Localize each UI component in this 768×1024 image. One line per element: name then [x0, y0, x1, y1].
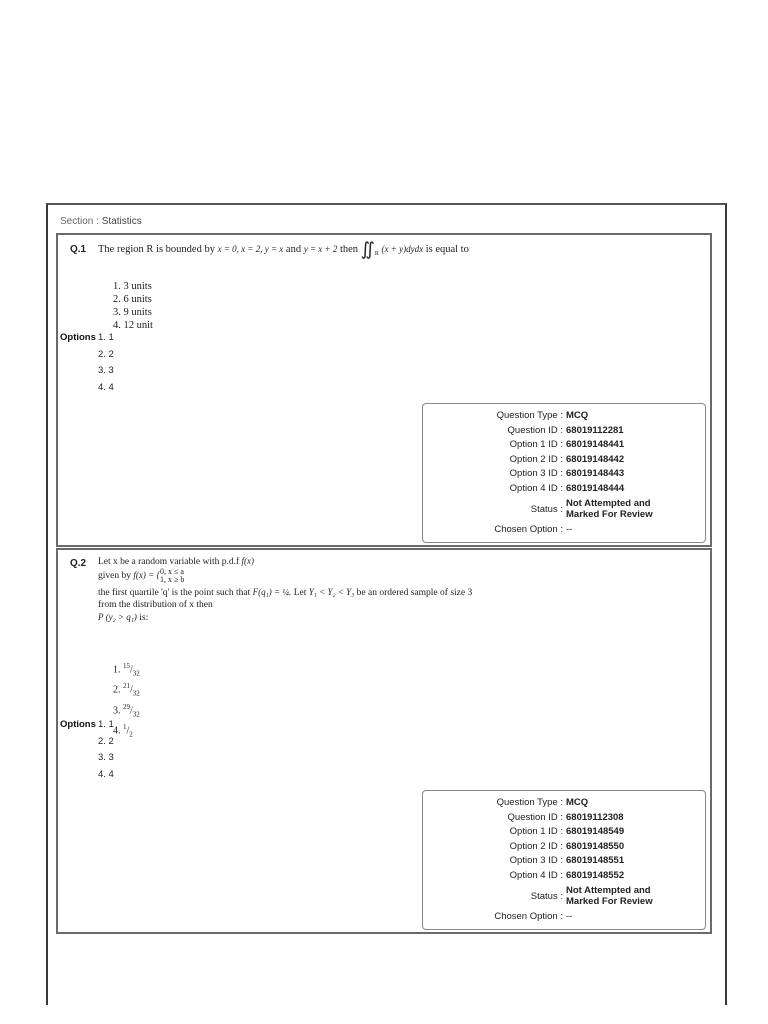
- meta-row-option3: Option 3 ID : 68019148443: [509, 468, 625, 479]
- meta-row-option2: Option 2 ID : 68019148550: [509, 840, 625, 852]
- answer-choice: 4. $^1/_2$: [113, 722, 133, 739]
- integral-region: R: [374, 251, 379, 258]
- q-math: x = 0, x = 2, y = x: [217, 244, 284, 254]
- options-list: [98, 330, 114, 396]
- option-item: 1. 1: [98, 719, 114, 730]
- meta-row-status: Status : Not Attempted and Marked For Review: [530, 498, 653, 520]
- question-number: Q.2: [70, 558, 87, 569]
- meta-row-chosen: Chosen Option : --: [494, 911, 573, 922]
- meta-row-type: Question Type : MCQ: [496, 797, 589, 808]
- answer-choice: 3. 9 units: [113, 307, 152, 318]
- option-item: 1. 1: [98, 332, 114, 343]
- answer-choice: 2. 6 units: [113, 294, 152, 305]
- options-list: [98, 717, 114, 783]
- meta-row-option4: Option 4 ID : 68019148552: [509, 869, 625, 881]
- double-integral-symbol: ∬: [360, 239, 375, 260]
- question-meta-panel: [422, 790, 706, 930]
- meta-row-option1: Option 1 ID : 68019148441: [509, 439, 625, 450]
- question-card-1: [56, 233, 712, 547]
- option-item: 4. 4: [98, 768, 114, 780]
- question-number: Q.1: [70, 244, 87, 255]
- question-card-2: [56, 548, 712, 934]
- options-label: Options: [60, 332, 96, 343]
- option-item: 4. 4: [98, 381, 114, 393]
- answer-choices: [113, 660, 140, 741]
- q-text: The region R is bounded by: [98, 244, 215, 255]
- meta-row-option4: Option 4 ID : 68019148444: [509, 482, 625, 494]
- meta-row-status: Status : Not Attempted and Marked For Review: [530, 885, 653, 907]
- option-item: 3. 3: [98, 752, 114, 763]
- option-item: 2. 2: [98, 348, 114, 360]
- meta-row-qid: Question ID : 68019112281: [507, 424, 624, 436]
- answer-choice: 4. 12 unit: [113, 320, 153, 331]
- q-math: y = x + 2: [303, 244, 338, 254]
- meta-row-chosen: Chosen Option : --: [494, 524, 573, 535]
- section-prefix: Section :: [60, 216, 102, 227]
- meta-row-qid: Question ID : 68019112308: [507, 811, 624, 823]
- question-text: Let x be a random variable with p.d.f f(x) given by f(x) = {0, x ≤ a 1, x ≥ b the first quartile 'q' is the point such that F(q₁) = ¼. Let Y₁ < Y₂ < Y₃ be an ordered sample of size 3 from the distribution of x then P (y₂ > q₁) is:: [98, 556, 473, 623]
- meta-row-option3: Option 3 ID : 68019148551: [509, 855, 625, 866]
- answer-choice: 3. $^{29}/_{32}$: [113, 702, 140, 718]
- q-text: then: [339, 244, 359, 255]
- option-item: 3. 3: [98, 365, 114, 376]
- option-item: 2. 2: [98, 735, 114, 747]
- meta-row-type: Question Type : MCQ: [496, 410, 589, 421]
- question-text: [98, 239, 469, 261]
- section-name: Statistics: [101, 216, 142, 227]
- q-math: (x + y)dydx: [381, 244, 424, 254]
- section-label: [60, 216, 142, 227]
- options-label: Options: [60, 719, 96, 730]
- meta-row-option2: Option 2 ID : 68019148442: [509, 453, 625, 465]
- q-text: is equal to: [425, 244, 469, 255]
- answer-choice: 1. $^{15}/_{32}$: [113, 662, 140, 678]
- answer-choices: [113, 280, 153, 332]
- q-text: and: [285, 244, 302, 255]
- answer-choice: 1. 3 units: [113, 281, 152, 292]
- question-meta-panel: [422, 403, 706, 543]
- meta-row-option1: Option 1 ID : 68019148549: [509, 826, 625, 837]
- answer-choice: 2. $^{21}/_{32}$: [113, 682, 140, 698]
